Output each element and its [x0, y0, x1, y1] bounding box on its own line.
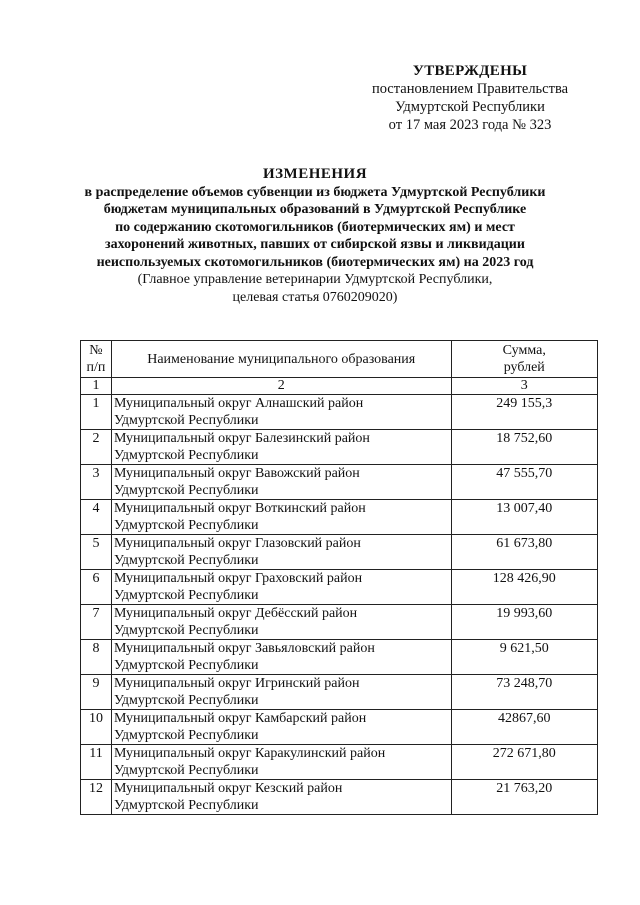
row-number: 11	[81, 745, 112, 780]
subsidy-amount: 9 621,50	[451, 640, 597, 675]
subsidy-amount: 47 555,70	[451, 465, 597, 500]
row-number: 4	[81, 500, 112, 535]
municipality-name	[111, 605, 451, 640]
municipality-name-line1: Муниципальный округ Камбарский район	[113, 711, 367, 726]
municipality-name-line1: Муниципальный округ Вавожский район	[113, 466, 360, 481]
row-number: 10	[81, 710, 112, 745]
approved-label: УТВЕРЖДЕНЫ	[412, 63, 528, 79]
municipality-name	[111, 780, 451, 815]
municipality-name-line1: Муниципальный округ Завьяловский район	[113, 641, 375, 656]
subsidy-amount: 19 993,60	[451, 605, 597, 640]
municipality-name	[111, 395, 451, 430]
table-index-row	[81, 378, 598, 395]
municipality-name	[111, 535, 451, 570]
subsidy-amount: 13 007,40	[451, 500, 597, 535]
index-cell: 2	[111, 378, 451, 395]
municipality-name-line1: Муниципальный округ Кезский район	[113, 781, 343, 796]
document-title: ИЗМЕНЕНИЯ	[262, 166, 368, 182]
distribution-table	[80, 340, 598, 815]
row-number: 3	[81, 465, 112, 500]
table-row	[81, 570, 598, 605]
subsidy-amount: 128 426,90	[451, 570, 597, 605]
municipality-name-line1: Муниципальный округ Дебёсский район	[113, 606, 358, 621]
table-row	[81, 745, 598, 780]
approval-block	[360, 62, 580, 134]
municipality-name-line2: Удмуртской Республики	[113, 623, 259, 638]
table-row	[81, 710, 598, 745]
header-sum-line2: рублей	[503, 360, 545, 375]
municipality-name	[111, 570, 451, 605]
subsidy-amount: 73 248,70	[451, 675, 597, 710]
municipality-name-line1: Муниципальный округ Игринский район	[113, 676, 360, 691]
municipality-name	[111, 675, 451, 710]
table-row	[81, 605, 598, 640]
municipality-name	[111, 710, 451, 745]
subsidy-amount: 42867,60	[451, 710, 597, 745]
table-header-row	[81, 341, 598, 378]
municipality-name-line2: Удмуртской Республики	[113, 413, 259, 428]
table-row	[81, 535, 598, 570]
row-number: 12	[81, 780, 112, 815]
municipality-name-line1: Муниципальный округ Граховский район	[113, 571, 363, 586]
subsidy-amount: 61 673,80	[451, 535, 597, 570]
municipality-name-line2: Удмуртской Республики	[113, 798, 259, 813]
heading-line: по содержанию скотомогильников (биотермических ям) и мест	[115, 219, 515, 235]
row-number: 9	[81, 675, 112, 710]
municipality-name-line1: Муниципальный округ Воткинский район	[113, 501, 366, 516]
municipality-name-line1: Муниципальный округ Каракулинский район	[113, 746, 386, 761]
approval-line: Удмуртской Республики	[395, 99, 545, 115]
header-sum	[451, 341, 597, 378]
municipality-name-line2: Удмуртской Республики	[113, 763, 259, 778]
municipality-name	[111, 640, 451, 675]
table-row	[81, 640, 598, 675]
municipality-name	[111, 745, 451, 780]
table-row	[81, 675, 598, 710]
index-cell: 1	[81, 378, 112, 395]
subsidy-amount: 21 763,20	[451, 780, 597, 815]
index-cell: 3	[451, 378, 597, 395]
table-row	[81, 780, 598, 815]
header-num-line2: п/п	[86, 360, 106, 375]
municipality-name	[111, 465, 451, 500]
municipality-name-line2: Удмуртской Республики	[113, 553, 259, 568]
table-row	[81, 430, 598, 465]
table-row	[81, 465, 598, 500]
row-number: 7	[81, 605, 112, 640]
municipality-name	[111, 500, 451, 535]
municipality-name-line1: Муниципальный округ Алнашский район	[113, 396, 364, 411]
heading-line: бюджетам муниципальных образований в Удмуртской Республике	[103, 202, 527, 217]
heading-line: захоронений животных, павших от сибирской язвы и ликвидации	[105, 237, 525, 252]
table-row	[81, 395, 598, 430]
municipality-name-line2: Удмуртской Республики	[113, 728, 259, 743]
document-heading	[60, 166, 570, 306]
subsidy-amount: 18 752,60	[451, 430, 597, 465]
approval-date: от 17 мая 2023 года № 323	[388, 117, 552, 133]
heading-note: (Главное управление ветеринарии Удмуртской Республики,	[137, 272, 493, 287]
municipality-name-line1: Муниципальный округ Глазовский район	[113, 536, 361, 551]
municipality-name-line2: Удмуртской Республики	[113, 448, 259, 463]
row-number: 8	[81, 640, 112, 675]
row-number: 6	[81, 570, 112, 605]
header-sum-line1: Сумма,	[502, 343, 546, 358]
subsidy-amount: 272 671,80	[451, 745, 597, 780]
heading-note: целевая статья 0760209020)	[232, 289, 398, 305]
municipality-name-line2: Удмуртской Республики	[113, 518, 259, 533]
approval-line: постановлением Правительства	[371, 81, 569, 97]
header-num	[81, 341, 112, 378]
heading-line: в распределение объемов субвенции из бюджета Удмуртской Республики	[84, 184, 546, 200]
row-number: 2	[81, 430, 112, 465]
subsidy-amount: 249 155,3	[451, 395, 597, 430]
row-number: 1	[81, 395, 112, 430]
header-num-line1: №	[89, 343, 103, 358]
municipality-name-line2: Удмуртской Республики	[113, 483, 259, 498]
municipality-name-line2: Удмуртской Республики	[113, 658, 259, 673]
municipality-name-line2: Удмуртской Республики	[113, 693, 259, 708]
municipality-name	[111, 430, 451, 465]
header-name: Наименование муниципального образования	[111, 341, 451, 378]
row-number: 5	[81, 535, 112, 570]
municipality-name-line1: Муниципальный округ Балезинский район	[113, 431, 370, 446]
table-row	[81, 500, 598, 535]
heading-line: неиспользуемых скотомогильников (биотермических ям) на 2023 год	[96, 254, 534, 270]
municipality-name-line2: Удмуртской Республики	[113, 588, 259, 603]
